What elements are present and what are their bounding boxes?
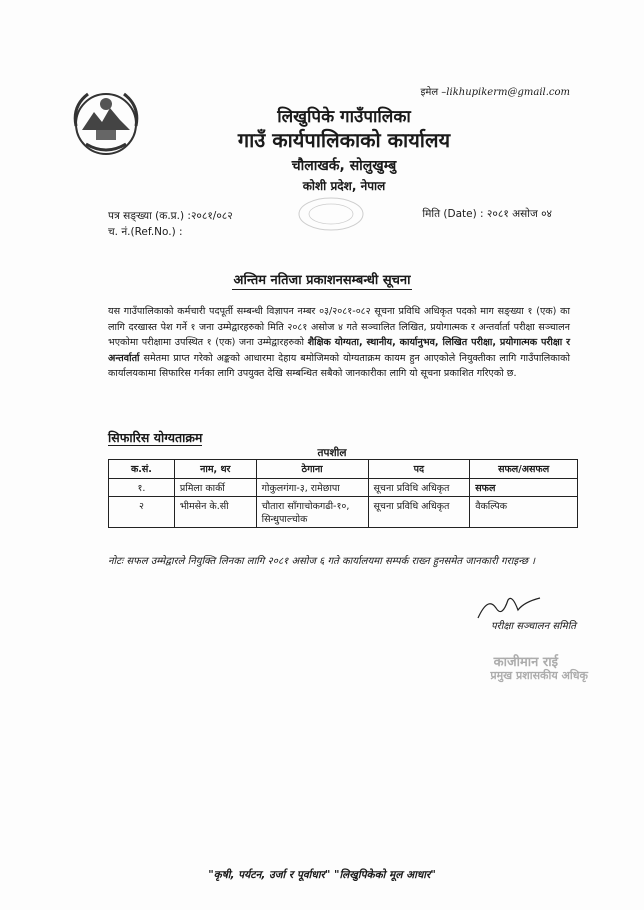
recommendation-heading-text: सिफारिस योग्यताक्रम (108, 430, 203, 445)
cell-result: सफल (470, 479, 578, 497)
header-post: पद (368, 460, 470, 479)
office-location: चौलाखर्क, सोलुखुम्बु (291, 158, 397, 174)
header-name: नाम, थर (174, 460, 256, 479)
table-row (109, 497, 578, 528)
stamp-title: प्रमुख प्रशासकीय अधिकृ (490, 669, 588, 682)
cell-post: सूचना प्रविधि अधिकृत (368, 497, 470, 528)
table-row (109, 479, 578, 497)
header-sn: क.सं. (109, 460, 175, 479)
cell-post: सूचना प्रविधि अधिकृत (368, 479, 470, 497)
reference-number: च. नं.(Ref.No.) : (108, 226, 183, 238)
email-line (420, 84, 570, 98)
recommendation-heading (108, 429, 202, 446)
stamp-name: काजीमान राई (493, 655, 558, 670)
body-part2: समेतमा प्राप्त गरेको अङ्कको आधारमा देहाय बमोजिमको योग्यताक्रम कायम हुन आएकोले नियुक्तीका लागि गाउँपालिकाको कार्यालयकामा सिफारिस गर्नका लागि उपयुक्त देखि सम्बन्धित सबैको जानकारीका लागि यो सूचना प्रकाशित गरिएको छ. (108, 352, 570, 379)
table-header-row (109, 460, 578, 479)
results-table (108, 459, 578, 528)
cell-name: प्रमिला कार्की (174, 479, 256, 497)
cell-sn: २ (109, 497, 175, 528)
letter-number: पत्र सङ्ख्या (क.प्र.) :२०८१/०८२ (108, 210, 233, 222)
body-criteria: शैक्षिक योग्यता, स्थानीय, कार्यानुभव, लिखित परीक्षा, प्रयोगात्मक परीक्षा र अन्तर्वार्ता (108, 337, 570, 364)
note-text: नोटः सफल उम्मेद्वारले नियुक्ति लिनका लागि २०८१ असोज ६ गते कार्यालयमा सम्पर्क राख्न हुनसमेत जानकारी गराइन्छ । (108, 556, 536, 567)
notice-title-text: अन्तिम नतिजा प्रकाशनसम्बन्धी सूचना (233, 273, 411, 288)
municipality-name: लिखुपिके गाउँपालिका (277, 107, 411, 127)
header-address: ठेगाना (256, 460, 368, 479)
notice-body (108, 304, 570, 382)
province-country: कोशी प्रदेश, नेपाल (302, 179, 386, 193)
details-heading: तपशील (317, 447, 347, 459)
body-part1: यस गाउँपालिकाको कर्मचारी पदपूर्ती सम्बन्धी विज्ञापन नम्बर ०३/२०८१-०८२ सूचना प्रविधि अधिकृत पदको माग सङ्ख्या १ (एक) का लागि दरखास्त पेश गर्ने १ जना उम्मेद्वारहरुको मिति २०८१ असोज ४ गते सञ्चालित लिखित, प्रयोगात्मक र अन्तर्वार्ता परीक्षा सञ्चालन भएकोमा परीक्षामा उपस्थित १ (एक) जना उम्मेद्वारहरुको (108, 306, 570, 348)
notice-title (0, 270, 644, 288)
cell-sn: १. (109, 479, 175, 497)
footer-slogan: "कृषी, पर्यटन, उर्जा र पूर्वाधार" "लिखुपिकेको मूल आधार" (208, 869, 436, 881)
header-result: सफल/असफल (470, 460, 578, 479)
cell-result: वैकल्पिक (470, 497, 578, 528)
cell-address: चौतारा साँगाचोकगढी-१०, सिन्धुपाल्चोक (256, 497, 368, 528)
cell-address: गोकुलगंगा-३, रामेछापा (256, 479, 368, 497)
email-address: likhupikerm@gmail.com (446, 87, 570, 98)
cell-name: भीमसेन के.सी (174, 497, 256, 528)
committee-name: परीक्षा सञ्चालन समिति (491, 621, 576, 632)
faint-seal-icon (296, 196, 366, 232)
email-label: इमेल – (420, 87, 447, 98)
office-name: गाउँ कार्यपालिकाको कार्यालय (237, 128, 451, 152)
letter-date: मिति (Date) : २०८१ असोज ०४ (422, 208, 552, 220)
